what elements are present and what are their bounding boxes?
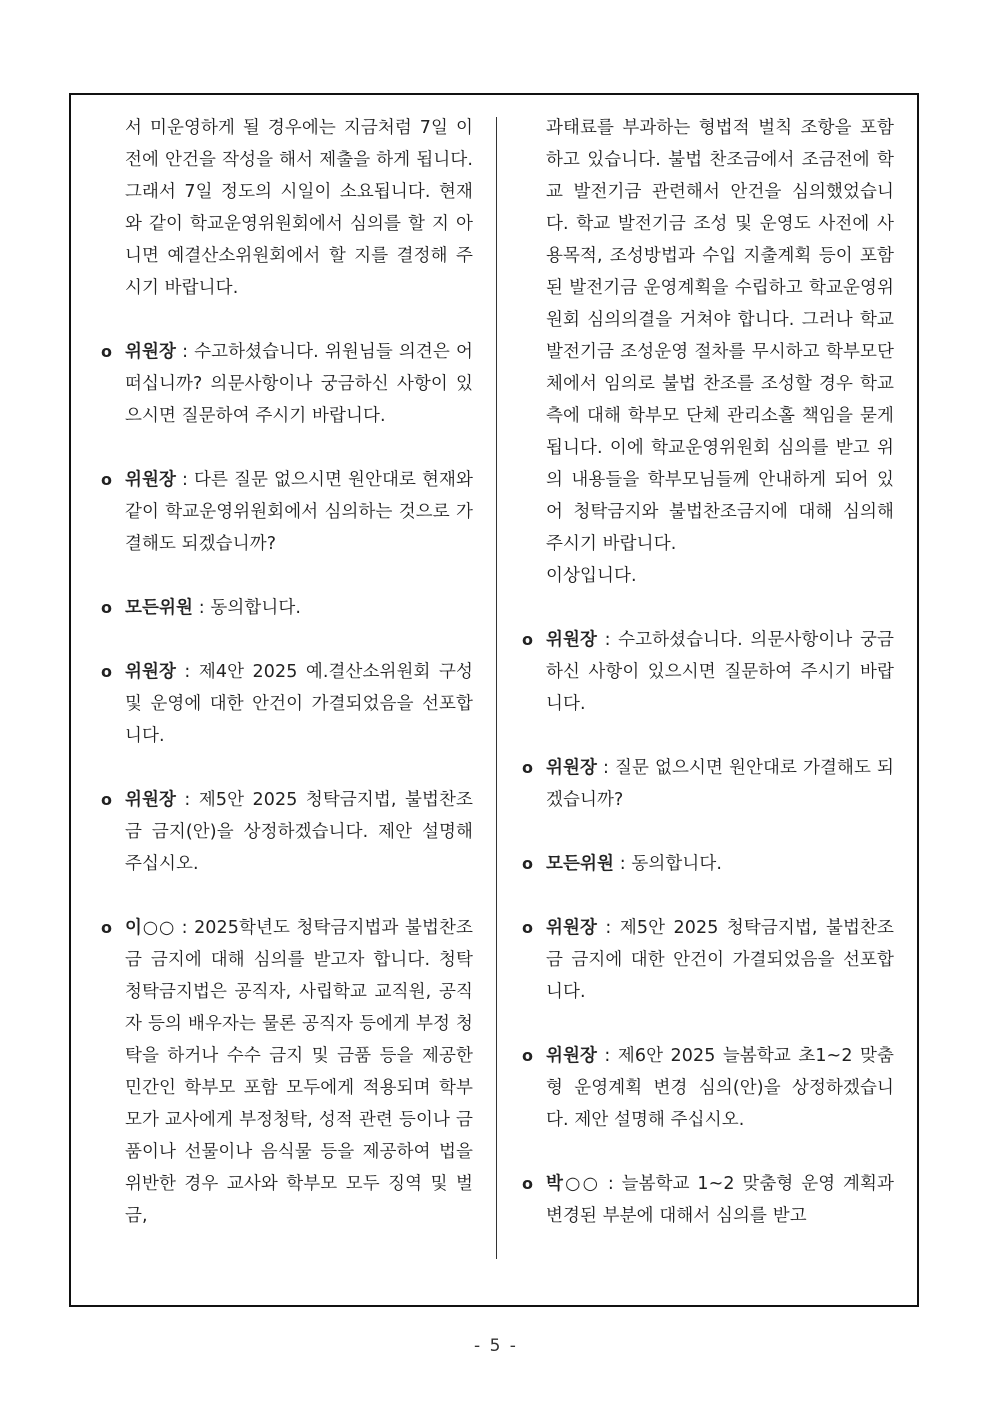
statement: 수고하셨습니다. 위원님들 의견은 어떠십니까? 의문사항이나 궁금하신 사항이 있으시면 질문하여 주시기 바랍니다.: [125, 342, 473, 426]
minutes-item: [522, 1168, 894, 1232]
statement: 제5안 2025 청탁금지법, 불법찬조금 금지(안)을 상정하겠습니다. 제안 설명해 주십시오.: [125, 790, 473, 874]
minutes-item: [101, 336, 473, 432]
statement: 늘봄학교 1~2 맞춤형 운영 계획과 변경된 부분에 대해서 심의를 받고: [546, 1174, 894, 1226]
speaker-name: 모든위원: [546, 854, 615, 874]
bullet-icon: o: [101, 918, 113, 937]
minutes-item: [522, 912, 894, 1008]
statement: 동의합니다.: [210, 598, 302, 618]
speaker-name: 이○○: [125, 918, 176, 938]
statement: 수고하셨습니다. 의문사항이나 궁금하신 사항이 있으시면 질문하여 주시기 바랍니다.: [546, 630, 894, 714]
bullet-icon: o: [522, 630, 534, 649]
minutes-item: [522, 1040, 894, 1136]
bullet-icon: o: [522, 758, 534, 777]
speaker-name: 위원장: [125, 470, 177, 490]
bullet-icon: o: [101, 342, 113, 361]
separator: :: [176, 662, 199, 682]
speaker-name: 위원장: [546, 758, 598, 778]
continued-paragraph: 서 미운영하게 될 경우에는 지금처럼 7일 이전에 안건을 작성을 해서 제출을 하게 됩니다. 그래서 7일 정도의 시일이 소요됩니다. 현재와 같이 학교운영위원회에서 심의를 할 지 아니면 예결산소위원회에서 할 지를 결정해 주시기 바랍니다.: [125, 118, 473, 298]
minutes-item: [522, 752, 894, 816]
separator: :: [176, 342, 195, 362]
minutes-item: [101, 784, 473, 880]
separator: :: [175, 918, 195, 938]
separator: :: [597, 630, 619, 650]
minutes-item: [522, 624, 894, 720]
separator: :: [597, 1046, 618, 1066]
bullet-icon: o: [522, 1174, 534, 1193]
bullet-icon: o: [522, 854, 534, 873]
speaker-name: 박○○: [546, 1174, 601, 1194]
separator: :: [597, 758, 615, 778]
statement: 제5안 2025 청탁금지법, 불법찬조금 금지에 대한 안건이 가결되었음을 선포합니다.: [546, 918, 894, 1002]
separator: :: [597, 918, 620, 938]
statement: 다른 질문 없으시면 원안대로 현재와 같이 학교운영위원회에서 심의하는 것으로 가결해도 되겠습니까?: [125, 470, 473, 554]
minutes-item: [101, 592, 473, 624]
minutes-item: [101, 464, 473, 560]
bullet-icon: o: [101, 790, 113, 809]
separator: :: [176, 790, 199, 810]
bullet-icon: o: [101, 598, 113, 617]
statement: 제6안 2025 늘봄학교 초1~2 맞춤형 운영계획 변경 심의(안)을 상정하겠습니다. 제안 설명해 주십시오.: [546, 1046, 894, 1130]
right-column: [522, 112, 894, 1232]
continued-paragraph: 과태료를 부과하는 형법적 벌칙 조항을 포함하고 있습니다. 불법 찬조금에서 조금전에 학교 발전기금 관련해서 안건을 심의했었습니다. 학교 발전기금 조성 및 운영도 사전에 사용목적, 조성방법과 수입 지출계획 등이 포함된 발전기금 운영계획을 수립하고 학교운영위원회 심의의결을 거쳐야 합니다. 그러나 학교발전기금 조성운영 절차를 무시하고 학부모단체에서 임의로 불법 찬조를 조성할 경우 학교측에 대해 학부모 단체 관리소홀 책임을 묻게 됩니다. 이에 학교운영위원회 심의를 받고 위의 내용들을 학부모님들께 안내하게 되어 있어 청탁금지와 불법찬조금지에 대해 심의해 주시기 바랍니다.: [546, 118, 894, 554]
statement: 질문 없으시면 원안대로 가결해도 되겠습니까?: [546, 758, 894, 810]
minutes-item: [522, 848, 894, 880]
speaker-name: 위원장: [125, 662, 177, 682]
speaker-name: 위원장: [546, 1046, 598, 1066]
speaker-name: 위원장: [546, 918, 598, 938]
speaker-name: 위원장: [125, 790, 177, 810]
left-column: [101, 112, 473, 1232]
separator: :: [176, 470, 194, 490]
bullet-icon: o: [101, 470, 113, 489]
speaker-name: 위원장: [125, 342, 177, 362]
statement: 제4안 2025 예.결산소위원회 구성 및 운영에 대한 안건이 가결되었음을 선포합니다.: [125, 662, 473, 746]
minutes-item: [101, 656, 473, 752]
statement: 동의합니다.: [631, 854, 723, 874]
bullet-icon: o: [522, 1046, 534, 1065]
page-number: - 5 -: [474, 1336, 518, 1356]
statement: 2025학년도 청탁금지법과 불법찬조금 금지에 대해 심의를 받고자 합니다. 청탁 청탁금지법은 공직자, 사립학교 교직원, 공직자 등의 배우자는 물론 공직자 등에게 부정 청탁을 하거나 수수 금지 및 금품 등을 제공한 민간인 학부모 포함 모두에게 적용되며 학부모가 교사에게 부정청탁, 성적 관련 등이나 금품이나 선물이나 음식물 등을 제공하여 법을 위반한 경우 교사와 학부모 모두 징역 및 벌금,: [125, 918, 474, 1226]
separator: :: [600, 1174, 622, 1194]
closing-remark: 이상입니다.: [546, 566, 637, 586]
separator: :: [193, 598, 211, 618]
minutes-item: [101, 912, 473, 1232]
speaker-name: 위원장: [546, 630, 598, 650]
bullet-icon: o: [522, 918, 534, 937]
separator: :: [614, 854, 632, 874]
column-divider: [496, 117, 497, 1259]
bullet-icon: o: [101, 662, 113, 681]
speaker-name: 모든위원: [125, 598, 194, 618]
